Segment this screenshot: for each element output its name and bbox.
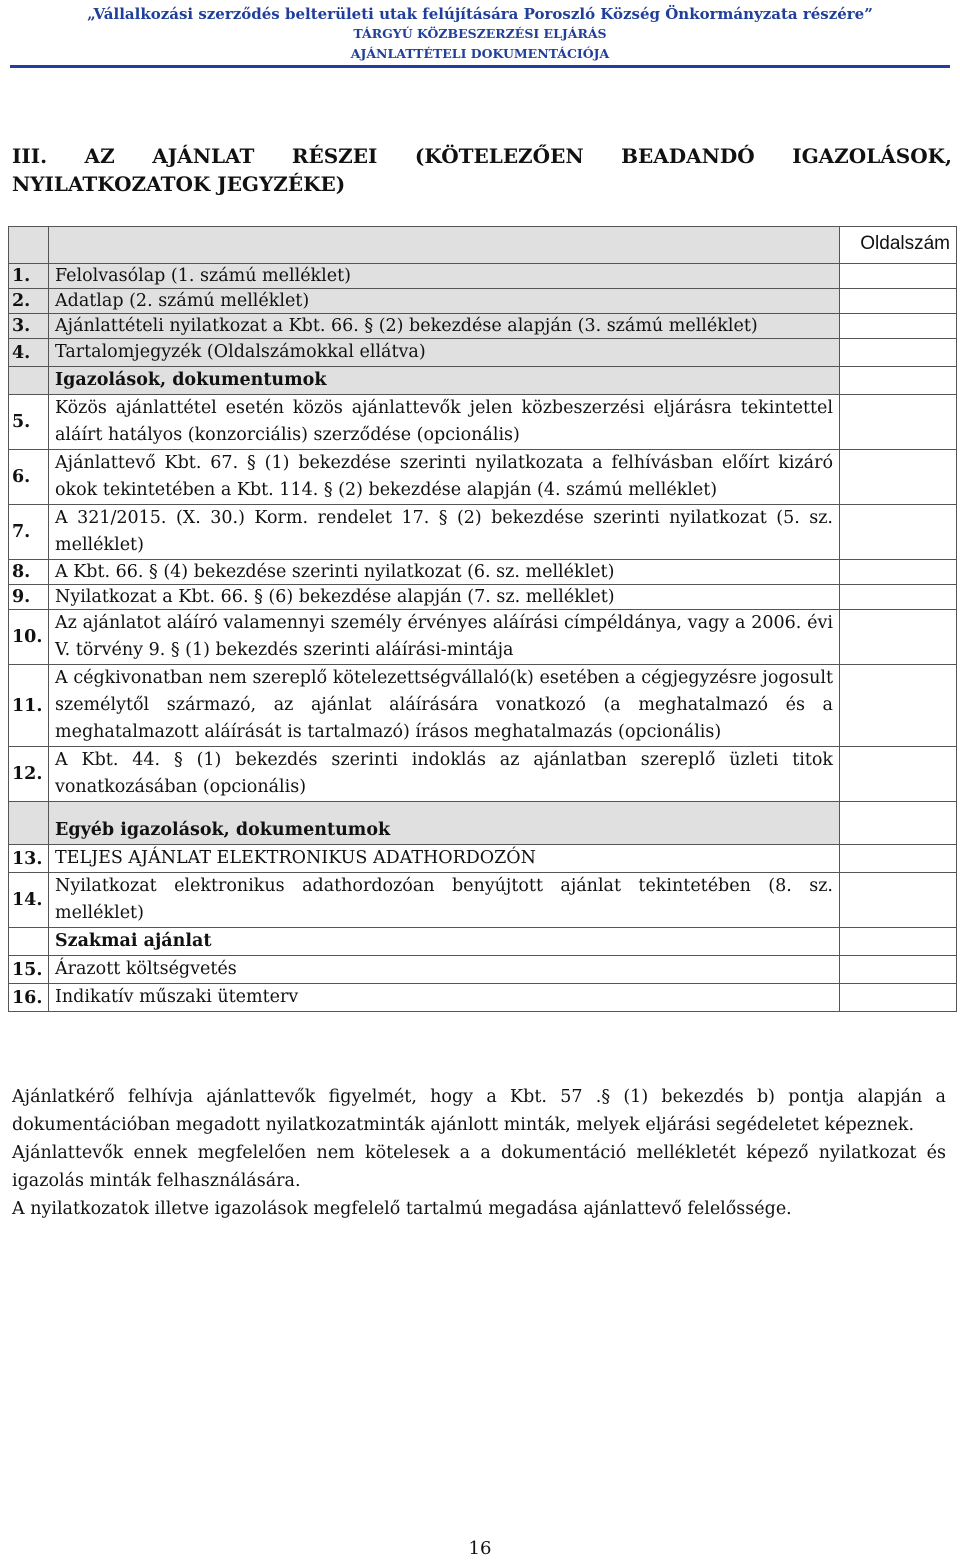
row-text: Indikatív műszaki ütemterv — [49, 984, 840, 1012]
row-number: 12. — [9, 747, 49, 802]
row-number: 10. — [9, 610, 49, 665]
page-cell — [840, 395, 957, 450]
row-text: Árazott költségvetés — [49, 956, 840, 984]
page-cell — [840, 289, 957, 314]
page-number: 16 — [468, 1538, 492, 1559]
page-cell — [840, 802, 957, 845]
row-number — [9, 227, 49, 264]
row-text: Igazolások, dokumentumok — [49, 367, 840, 395]
document-header — [0, 4, 960, 64]
row-number: 16. — [9, 984, 49, 1012]
header-project-title: „Vállalkozási szerződés belterületi utak felújítására Poroszló Község Önkormányzata részére” — [87, 5, 873, 23]
page-cell — [840, 314, 957, 339]
row-text: Az ajánlatot aláíró valamennyi személy érvényes aláírási címpéldánya, vagy a 2006. évi V. törvény 9. § (1) bekezdés szerinti aláírási-mintája — [49, 610, 840, 665]
table-row — [9, 289, 957, 314]
row-number: 2. — [9, 289, 49, 314]
table-row — [9, 395, 957, 450]
table-row — [9, 505, 957, 560]
row-text: A Kbt. 44. § (1) bekezdés szerinti indoklás az ajánlatban szereplő üzleti titok vonatkozásában (opcionális) — [49, 747, 840, 802]
row-number: 7. — [9, 505, 49, 560]
page-cell — [840, 747, 957, 802]
header-procedure-type: TÁRGYÚ KÖZBESZERZÉSI ELJÁRÁS — [353, 26, 607, 41]
table-row — [9, 314, 957, 339]
page-cell — [840, 450, 957, 505]
row-number: 9. — [9, 585, 49, 610]
row-text: Felolvasólap (1. számú melléklet) — [49, 264, 840, 289]
row-number — [9, 802, 49, 845]
row-text: Ajánlattételi nyilatkozat a Kbt. 66. § (2) bekezdése alapján (3. számú melléklet) — [49, 314, 840, 339]
table-row — [9, 610, 957, 665]
table-row — [9, 956, 957, 984]
row-text: A Kbt. 66. § (4) bekezdése szerinti nyilatkozat (6. sz. melléklet) — [49, 560, 840, 585]
table-row — [9, 845, 957, 873]
note-paragraph: A nyilatkozatok illetve igazolások megfelelő tartalmú megadása ajánlattevő felelőssége. — [12, 1199, 792, 1219]
row-number: 13. — [9, 845, 49, 873]
table-header-row — [9, 227, 957, 264]
row-text: Szakmai ajánlat — [49, 928, 840, 956]
row-number: 11. — [9, 665, 49, 747]
row-number: 5. — [9, 395, 49, 450]
page-cell — [840, 873, 957, 928]
row-text — [49, 227, 840, 264]
note-paragraph: Ajánlatkérő felhívja ajánlattevők figyelmét, hogy a Kbt. 57 .§ (1) bekezdés b) pontja alapján a dokumentációban megadott nyilatkozatminták ajánlott minták, melyek eljárási segédeletet képeznek. — [12, 1087, 946, 1135]
page-cell — [840, 845, 957, 873]
row-text: Egyéb igazolások, dokumentumok — [49, 802, 840, 845]
requirements-table — [8, 226, 957, 1012]
row-number: 15. — [9, 956, 49, 984]
row-number: 8. — [9, 560, 49, 585]
table-row — [9, 450, 957, 505]
table-row — [9, 984, 957, 1012]
page-cell — [840, 665, 957, 747]
row-text: Adatlap (2. számú melléklet) — [49, 289, 840, 314]
page-cell — [840, 264, 957, 289]
row-text: A 321/2015. (X. 30.) Korm. rendelet 17. § (2) bekezdése szerinti nyilatkozat (5. sz. melléklet) — [49, 505, 840, 560]
table-row — [9, 339, 957, 367]
row-text: Ajánlattevő Kbt. 67. § (1) bekezdése szerinti nyilatkozata a felhívásban előírt kizáró okok tekintetében a Kbt. 114. § (2) bekezdése alapján (4. számú melléklet) — [49, 450, 840, 505]
section-subheader-row — [9, 367, 957, 395]
page-column-header: Oldalszám — [840, 227, 957, 264]
table-row — [9, 264, 957, 289]
row-text: A cégkivonatban nem szereplő kötelezettségvállaló(k) esetében a cégjegyzésre jogosult személytől származó, az ajánlat aláírására vonatkozó (a meghatalmazó és a meghatalmazott aláírását is tartalmazó) írásos meghatalmazás (opcionális) — [49, 665, 840, 747]
header-divider — [10, 65, 950, 68]
section-subheader-row — [9, 928, 957, 956]
notes-section — [12, 1083, 946, 1223]
page-cell — [840, 560, 957, 585]
section-subheader-row — [9, 802, 957, 845]
table-row — [9, 665, 957, 747]
row-number: 1. — [9, 264, 49, 289]
row-text: Nyilatkozat elektronikus adathordozóan benyújtott ajánlat tekintetében (8. sz. melléklet) — [49, 873, 840, 928]
page-cell — [840, 928, 957, 956]
page-cell — [840, 339, 957, 367]
table-row — [9, 585, 957, 610]
row-number — [9, 928, 49, 956]
table-row — [9, 873, 957, 928]
table-row — [9, 747, 957, 802]
section-title: III. AZ AJÁNLAT RÉSZEI (KÖTELEZŐEN BEADANDÓ IGAZOLÁSOK, NYILATKOZATOK JEGYZÉKE) — [12, 144, 952, 196]
row-text: Közös ajánlattétel esetén közös ajánlattevők jelen közbeszerzési eljárásra tekintettel aláírt hatályos (konzorciális) szerződése (opcionális) — [49, 395, 840, 450]
page-cell — [840, 956, 957, 984]
table-row — [9, 560, 957, 585]
header-documentation: AJÁNLATTÉTELI DOKUMENTÁCIÓJA — [350, 46, 610, 61]
row-number — [9, 367, 49, 395]
row-number: 14. — [9, 873, 49, 928]
row-number: 4. — [9, 339, 49, 367]
row-text: TELJES AJÁNLAT ELEKTRONIKUS ADATHORDOZÓN — [49, 845, 840, 873]
row-number: 6. — [9, 450, 49, 505]
page-cell — [840, 984, 957, 1012]
note-paragraph: Ajánlattevők ennek megfelelően nem kötelesek a a dokumentáció mellékletét képező nyilatkozat és igazolás minták felhasználására. — [12, 1143, 946, 1191]
row-text: Tartalomjegyzék (Oldalszámokkal ellátva) — [49, 339, 840, 367]
row-text: Nyilatkozat a Kbt. 66. § (6) bekezdése alapján (7. sz. melléklet) — [49, 585, 840, 610]
page-cell — [840, 505, 957, 560]
page-cell — [840, 367, 957, 395]
row-number: 3. — [9, 314, 49, 339]
page-cell — [840, 610, 957, 665]
page-cell — [840, 585, 957, 610]
